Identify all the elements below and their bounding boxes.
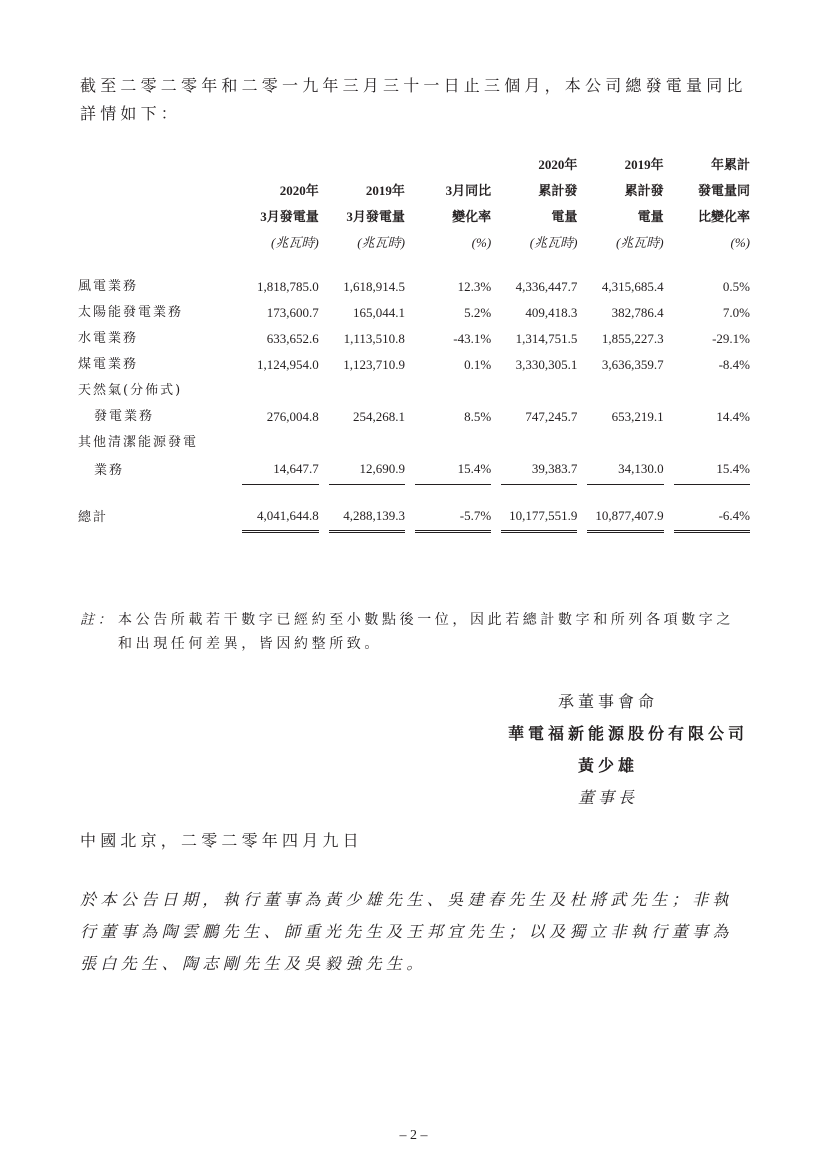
cell: 276,004.8 bbox=[266, 409, 319, 424]
cell: 3,636,359.7 bbox=[601, 357, 664, 372]
row-label: 天然氣(分佈式) bbox=[78, 383, 183, 398]
cell: 4,315,685.4 bbox=[601, 279, 664, 294]
header-cell: 2020年 bbox=[279, 183, 319, 198]
row-label-continued: 業務 bbox=[94, 462, 125, 478]
table-row bbox=[78, 274, 750, 300]
table-row bbox=[78, 300, 750, 326]
total-cell: 10,177,551.9 bbox=[501, 503, 577, 533]
cell: 633,652.6 bbox=[266, 331, 319, 346]
header-cell: 累計發 bbox=[538, 183, 578, 198]
cell: 0.5% bbox=[722, 279, 750, 294]
signatory-name: 黃少雄 bbox=[577, 756, 638, 775]
signatory-title: 董事長 bbox=[577, 788, 638, 807]
row-label-continued: 發電業務 bbox=[94, 409, 155, 424]
unit-cell: (兆瓦時) bbox=[529, 235, 578, 250]
cell: 653,219.1 bbox=[611, 409, 664, 424]
footnote-text: 本公告所載若干數字已經約至小數點後一位，因此若總計數字和所列各項數字之和出現任何差異，皆因約整所致。 bbox=[118, 612, 734, 652]
signature-block bbox=[428, 686, 748, 814]
footnote bbox=[80, 608, 748, 656]
cell: 165,044.1 bbox=[352, 305, 405, 320]
header-cell: 2019年 bbox=[365, 183, 405, 198]
header-row-1 bbox=[78, 152, 750, 178]
header-cell: 3月發電量 bbox=[260, 209, 319, 224]
table-row bbox=[78, 326, 750, 352]
cell: -43.1% bbox=[453, 331, 492, 346]
cell: 12,690.9 bbox=[329, 456, 405, 485]
cell: 14,647.7 bbox=[242, 456, 318, 485]
unit-cell: (兆瓦時) bbox=[357, 235, 405, 250]
total-cell: 10,877,407.9 bbox=[587, 503, 663, 533]
unit-cell: (%) bbox=[730, 235, 750, 250]
header-row-2 bbox=[78, 178, 750, 204]
cell: 254,268.1 bbox=[352, 409, 405, 424]
cell: -29.1% bbox=[712, 331, 750, 346]
row-label: 風電業務 bbox=[78, 279, 139, 294]
page-number: – 2 – bbox=[399, 1128, 428, 1143]
cell: 1,123,710.9 bbox=[343, 357, 405, 372]
cell: 3,330,305.1 bbox=[515, 357, 578, 372]
table-row-label-line bbox=[78, 378, 750, 404]
header-cell: 年累計 bbox=[710, 157, 750, 172]
cell: 34,130.0 bbox=[587, 456, 663, 485]
header-cell bbox=[242, 152, 318, 178]
header-cell: 2019年 bbox=[624, 157, 664, 172]
cell: 382,786.4 bbox=[611, 305, 664, 320]
table-row-label-line bbox=[78, 430, 750, 456]
cell: 1,113,510.8 bbox=[343, 331, 405, 346]
dateline: 中國北京，二零二零年四月九日 bbox=[80, 831, 363, 850]
company-name: 華電福新能源股份有限公司 bbox=[507, 724, 748, 743]
cell: 4,336,447.7 bbox=[515, 279, 578, 294]
total-row bbox=[78, 503, 750, 533]
cell: 1,314,751.5 bbox=[515, 331, 578, 346]
row-label: 煤電業務 bbox=[78, 357, 139, 372]
cell: 8.5% bbox=[464, 409, 492, 424]
table-row bbox=[78, 404, 750, 430]
cell: 15.4% bbox=[674, 456, 750, 485]
cell: 409,418.3 bbox=[525, 305, 578, 320]
by-order-line: 承董事會命 bbox=[557, 692, 658, 711]
cell: 0.1% bbox=[464, 357, 492, 372]
cell: 173,600.7 bbox=[266, 305, 319, 320]
total-cell: -5.7% bbox=[415, 503, 491, 533]
row-label: 其他清潔能源發電 bbox=[78, 435, 199, 450]
table-row bbox=[78, 352, 750, 378]
total-label: 總計 bbox=[78, 510, 109, 525]
header-cell: 電量 bbox=[637, 209, 664, 224]
header-cell: 電量 bbox=[551, 209, 578, 224]
header-cell: 累計發 bbox=[624, 183, 664, 198]
cell: 5.2% bbox=[464, 305, 492, 320]
header-row-3 bbox=[78, 204, 750, 230]
total-cell: 4,041,644.8 bbox=[242, 503, 318, 533]
total-cell: 4,288,139.3 bbox=[329, 503, 405, 533]
header-cell bbox=[415, 152, 491, 178]
cell: 15.4% bbox=[415, 456, 491, 485]
header-cell: 變化率 bbox=[452, 209, 492, 224]
cell: 12.3% bbox=[457, 279, 492, 294]
header-cell: 發電量同 bbox=[697, 183, 750, 198]
intro-paragraph: 截至二零二零年和二零一九年三月三十一日止三個月，本公司總發電量同比詳情如下： bbox=[80, 76, 747, 123]
unit-cell: (兆瓦時) bbox=[615, 235, 664, 250]
unit-cell: (兆瓦時) bbox=[271, 235, 319, 250]
cell: 1,124,954.0 bbox=[256, 357, 319, 372]
cell: 7.0% bbox=[722, 305, 750, 320]
total-cell: -6.4% bbox=[674, 503, 750, 533]
generation-table bbox=[78, 152, 750, 533]
unit-cell: (%) bbox=[471, 235, 492, 250]
header-cell: 比變化率 bbox=[697, 209, 750, 224]
cell: 1,618,914.5 bbox=[343, 279, 405, 294]
cell: 1,818,785.0 bbox=[256, 279, 319, 294]
cell: 39,383.7 bbox=[501, 456, 577, 485]
header-cell: 2020年 bbox=[538, 157, 578, 172]
footnote-tag: 註： bbox=[80, 612, 116, 628]
header-cell: 3月同比 bbox=[445, 183, 492, 198]
header-cell: 3月發電量 bbox=[346, 209, 405, 224]
directors-statement: 於本公告日期，執行董事為黃少雄先生、吳建春先生及杜將武先生；非執行董事為陶雲鵬先生、師重光先生及王邦宜先生；以及獨立非執行董事為張白先生、陶志剛先生及吳毅強先生。 bbox=[80, 890, 733, 973]
cell: -8.4% bbox=[718, 357, 750, 372]
cell: 747,245.7 bbox=[525, 409, 578, 424]
header-cell bbox=[329, 152, 405, 178]
cell: 14.4% bbox=[716, 409, 750, 424]
row-label: 水電業務 bbox=[78, 331, 139, 346]
unit-row bbox=[78, 230, 750, 256]
cell: 1,855,227.3 bbox=[601, 331, 664, 346]
table-row bbox=[78, 456, 750, 485]
row-label: 太陽能發電業務 bbox=[78, 305, 184, 320]
